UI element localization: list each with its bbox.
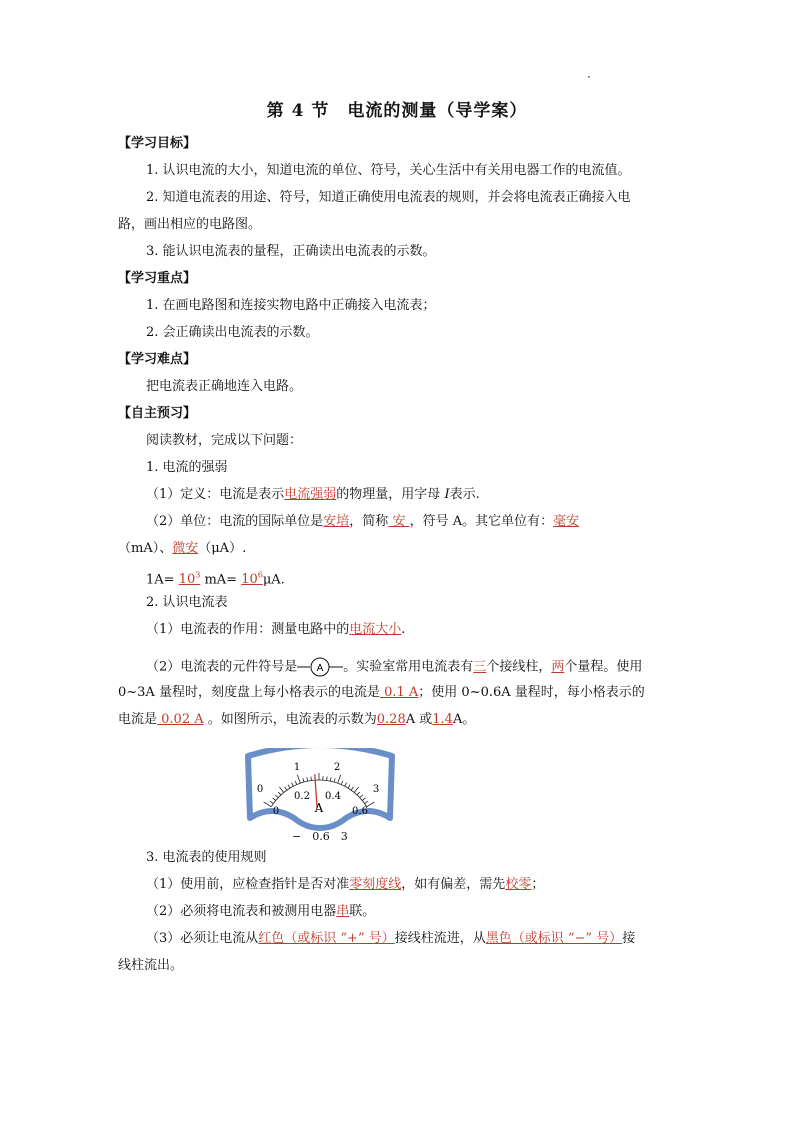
answer-blank: 毫安 — [553, 514, 580, 529]
dial-tick — [311, 777, 312, 781]
q3-rule-1: （1）使用前，应检查指针是否对准零刻度线，如有偏差，需先校零； — [146, 877, 545, 892]
bottom-scale-label: 0 — [272, 806, 280, 817]
q2-range: 0~3A 量程时，刻度盘上每小格表示的电流是 0.1 A；使用 0~0.6A 量程时，每小格表示的 — [118, 685, 645, 700]
section-heading-key-points: 【学习重点】 — [118, 271, 197, 286]
top-scale-label: 1 — [293, 762, 301, 773]
answer-blank: 校零 — [505, 877, 532, 892]
answer-blank: 微安 — [172, 541, 199, 556]
answer-blank: 0.02 A — [157, 712, 204, 727]
page-mark — [588, 76, 590, 78]
q1-title: 1. 电流的强弱 — [146, 460, 228, 475]
dial-unit-label: A — [314, 801, 324, 815]
answer-blank: 安 — [388, 514, 410, 529]
answer-blank: 1.4 — [432, 712, 453, 727]
terminal-labels: − 0.6 3 — [292, 830, 348, 843]
answer-blank: 电流大小 — [349, 622, 402, 637]
answer-blank: $10^6$ — [241, 571, 263, 588]
bottom-scale-label: 0.4 — [325, 791, 341, 802]
q2-use: （1）电流表的作用：测量电路中的电流大小. — [146, 622, 406, 637]
objective-2: 2. 知道电流表的用途、符号，知道正确使用电流表的规则，并会将电流表正确接入电 — [146, 190, 631, 205]
answer-blank: 零刻度线 — [349, 877, 402, 892]
objective-1: 1. 认识电流的大小，知道电流的单位、符号，关心生活中有关用电器工作的电流值。 — [146, 163, 631, 178]
objective-2-cont: 路，画出相应的电路图。 — [118, 217, 262, 232]
answer-blank: 0.1 A — [379, 685, 419, 700]
difficulty-1: 把电流表正确地连入电路。 — [146, 379, 303, 394]
top-scale-label: 0 — [256, 784, 264, 795]
q3-title: 3. 电流表的使用规则 — [146, 850, 267, 865]
answer-blank: 两 — [551, 659, 565, 675]
ammeter-figure — [240, 748, 400, 843]
objective-3: 3. 能认识电流表的量程，正确读出电流表的示数。 — [146, 244, 436, 259]
q1-unit: （2）单位：电流的国际单位是安培，简称 安 ，符号 A。其它单位有：毫安 — [146, 514, 580, 529]
section-heading-preview: 【自主预习】 — [118, 406, 197, 421]
q1-conversion: $1A= 10^3$ $mA= 10^6\mu A$. — [146, 571, 285, 588]
page-title: 第 4 节 电流的测量（导学案） — [266, 101, 528, 121]
q2-range-cont: 电流是 0.02 A 。如图所示，电流表的示数为0.28A 或1.4A。 — [118, 712, 476, 727]
q1-unit-cont: （mA）、微安（μA）. — [118, 541, 247, 556]
answer-blank: 安培 — [323, 514, 350, 529]
q3-rule-3: （3）必须让电流从红色（或标识 “+” 号）接线柱流进，从黑色（或标识 “−” 号）接 — [146, 931, 636, 946]
answer-blank: $10^3$ — [178, 571, 201, 588]
key-point-2: 2. 会正确读出电流表的示数。 — [146, 325, 319, 340]
q2-symbol: （2）电流表的元件符号是 A 。实验室常用电流表有三个接线柱，两个量程。使用 — [146, 656, 642, 678]
top-scale-label: 2 — [333, 762, 341, 773]
bottom-scale-label: 0.6 — [352, 806, 368, 817]
answer-blank: 黑色（或标识 “−” 号） — [485, 931, 623, 946]
q2-title: 2. 认识电流表 — [146, 595, 228, 610]
answer-blank: 串 — [336, 904, 350, 919]
section-heading-difficulty: 【学习难点】 — [118, 352, 197, 367]
ammeter-symbol-letter: A — [316, 663, 324, 674]
q3-rule-2: （2）必须将电流表和被测用电器串联。 — [146, 904, 376, 919]
answer-blank: 红色（或标识 “+” 号） — [258, 931, 395, 946]
q3-rule-3-cont: 线柱流出。 — [118, 958, 184, 973]
preview-intro: 阅读教材，完成以下问题： — [146, 433, 303, 448]
answer-blank: 电流强弱 — [284, 487, 337, 502]
dial-frame — [248, 748, 392, 828]
top-scale-label: 3 — [372, 784, 380, 795]
answer-blank: 三 — [473, 659, 487, 675]
dial-tick — [327, 777, 328, 781]
q1-definition: （1）定义：电流是表示电流强弱的物理量，用字母 I表示. — [146, 487, 480, 502]
bottom-scale-label: 0.2 — [294, 791, 310, 802]
ammeter-symbol-icon — [297, 656, 343, 678]
section-heading-objectives: 【学习目标】 — [118, 136, 197, 151]
answer-blank: 0.28 — [376, 712, 406, 727]
key-point-1: 1. 在画电路图和连接实物电路中正确接入电流表； — [146, 298, 436, 313]
